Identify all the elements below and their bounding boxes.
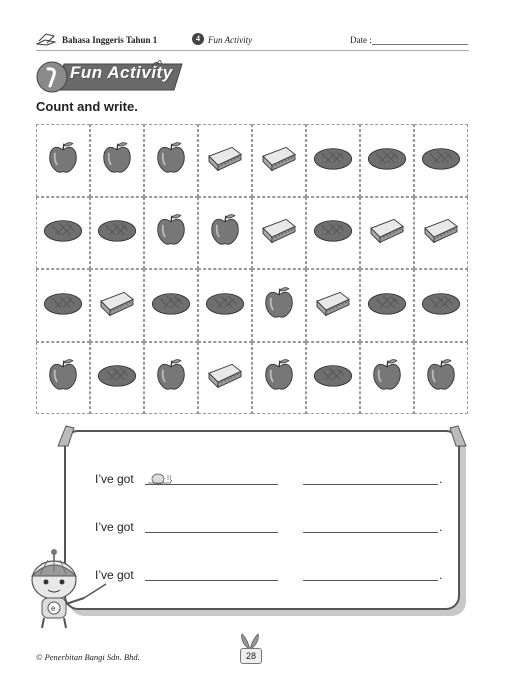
grid-cell [306, 197, 360, 270]
bun-icon [96, 361, 138, 394]
mascot-icon [20, 548, 110, 632]
header-rule [36, 50, 469, 51]
grid-cell [90, 342, 144, 415]
sandwich-icon [205, 142, 245, 179]
apple-icon [45, 140, 81, 181]
grid-cell [414, 342, 468, 415]
apple-icon [99, 140, 135, 181]
apple-icon [261, 357, 297, 398]
grid-cell [90, 197, 144, 270]
number-blank[interactable] [145, 532, 278, 533]
date-line [372, 44, 468, 45]
number-blank[interactable] [145, 580, 278, 581]
snail-icon [144, 470, 174, 484]
apple-icon [369, 357, 405, 398]
bun-icon [312, 144, 354, 177]
sandwich-icon [259, 142, 299, 179]
banner-title: Fun Activity [70, 63, 173, 82]
grid-cell [144, 124, 198, 197]
grid-cell [252, 124, 306, 197]
grid-cell [90, 269, 144, 342]
picture-grid [36, 124, 468, 414]
bun-icon [42, 289, 84, 322]
grid-cell [414, 269, 468, 342]
sandwich-icon [205, 359, 245, 396]
word-blank[interactable] [303, 484, 438, 485]
bun-icon [366, 144, 408, 177]
grid-cell [414, 124, 468, 197]
date-label: Date : [350, 35, 372, 45]
sandwich-icon [313, 287, 353, 324]
grid-cell [198, 197, 252, 270]
grid-cell [414, 197, 468, 270]
bun-icon [204, 289, 246, 322]
grid-cell [360, 269, 414, 342]
page-number: 28 [240, 648, 262, 664]
grid-cell [360, 342, 414, 415]
bun-icon [420, 144, 462, 177]
book-title: Bahasa Inggeris Tahun 1 [62, 35, 158, 45]
grid-cell [252, 342, 306, 415]
page-header [36, 32, 469, 50]
sandwich-icon [259, 214, 299, 251]
grid-cell [144, 197, 198, 270]
bun-icon [312, 216, 354, 249]
bun-icon [312, 361, 354, 394]
svg-text:e: e [51, 604, 56, 613]
grid-cell [306, 269, 360, 342]
apple-icon [153, 140, 189, 181]
grid-cell [36, 269, 90, 342]
grid-cell [252, 269, 306, 342]
grid-cell [198, 124, 252, 197]
grid-cell [144, 269, 198, 342]
grid-cell [90, 124, 144, 197]
unit-number-badge: 4 [192, 33, 204, 45]
bun-icon [150, 289, 192, 322]
apple-icon [153, 212, 189, 253]
apple-icon [45, 357, 81, 398]
board-roll-right-icon [448, 424, 468, 448]
grid-cell [198, 269, 252, 342]
sandwich-icon [421, 214, 461, 251]
apple-icon [261, 285, 297, 326]
grid-cell [252, 197, 306, 270]
grid-cell [360, 197, 414, 270]
apple-icon [423, 357, 459, 398]
grid-cell [306, 124, 360, 197]
bun-icon [366, 289, 408, 322]
grid-cell [360, 124, 414, 197]
grid-cell [198, 342, 252, 415]
bun-icon [96, 216, 138, 249]
full-stop: . [439, 472, 443, 486]
answer-label: I’ve got [95, 520, 134, 534]
grid-cell [36, 342, 90, 415]
grid-cell [36, 124, 90, 197]
bun-icon [420, 289, 462, 322]
publisher-credit: © Penerbitan Bangi Sdn. Bhd. [36, 652, 140, 662]
grid-cell [36, 197, 90, 270]
apple-icon [207, 212, 243, 253]
grid-cell [144, 342, 198, 415]
sandwich-icon [97, 287, 137, 324]
apple-icon [153, 357, 189, 398]
grid-cell [306, 342, 360, 415]
sandwich-icon [367, 214, 407, 251]
word-blank[interactable] [303, 532, 438, 533]
board-roll-left-icon [56, 424, 76, 448]
full-stop: . [439, 568, 443, 582]
book-icon [36, 32, 56, 46]
number-blank[interactable] [145, 484, 278, 485]
answer-label: I’ve got [95, 568, 134, 582]
full-stop: . [439, 520, 443, 534]
word-blank[interactable] [303, 580, 438, 581]
answer-label: I’ve got [95, 472, 134, 486]
bun-icon [42, 216, 84, 249]
instruction-text: Count and write. [36, 99, 138, 114]
unit-title: Fun Activity [208, 35, 253, 45]
